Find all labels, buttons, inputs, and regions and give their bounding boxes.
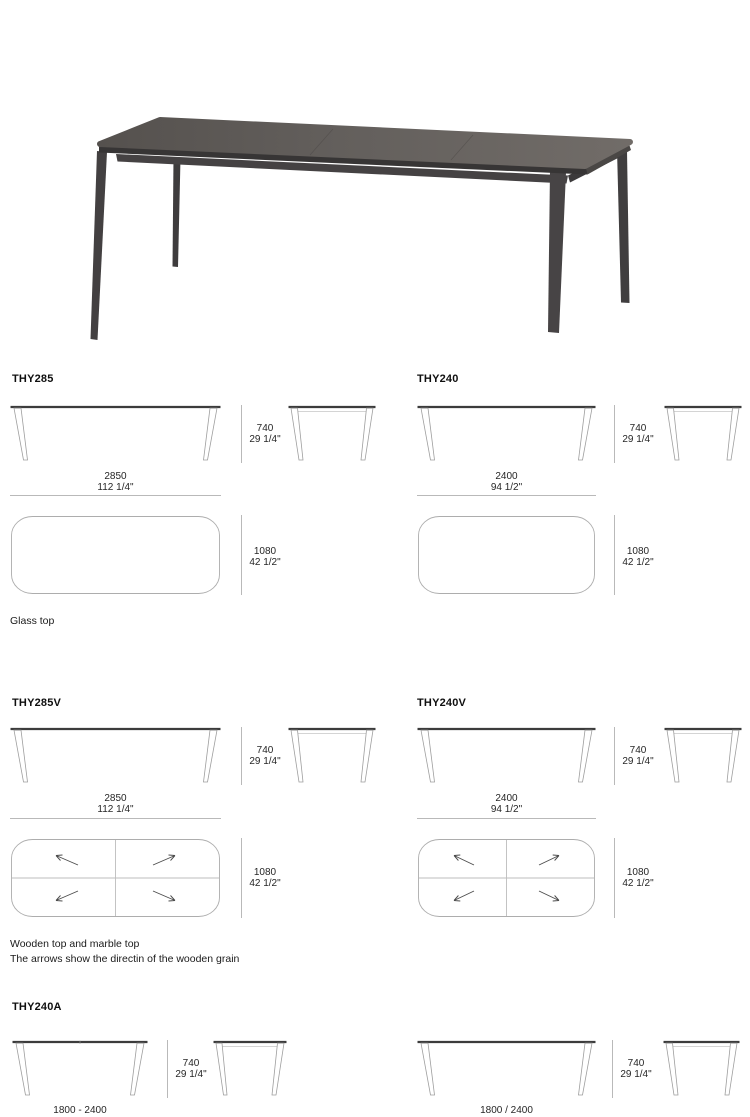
grain-arrow-icon — [153, 855, 175, 865]
grain-arrow-icon — [56, 891, 78, 901]
height-dim-thy285 — [243, 424, 287, 445]
depth-dim-thy240v — [616, 868, 660, 889]
dim-mm: 740 — [182, 1058, 200, 1069]
depth-dim-thy240 — [616, 547, 660, 568]
width-dim-line-thy285 — [10, 495, 221, 496]
height-dim-line-thy240a-extended — [612, 1040, 613, 1098]
dim-mm: 740 — [256, 745, 274, 756]
dim-in: 29 1/4" — [622, 755, 654, 767]
table-leg — [617, 150, 630, 304]
dim-in: 112 1/4" — [97, 803, 134, 815]
dim-mm: 2850 — [104, 471, 127, 482]
depth-dim-thy285v — [243, 868, 287, 889]
height-dim-line-thy240 — [614, 405, 615, 463]
model-label-thy240a: THY240A — [12, 1001, 62, 1013]
dim-mm: 740 — [629, 423, 647, 434]
dim-mm: 1080 — [626, 867, 650, 878]
grain-arrow-icon — [454, 855, 474, 865]
width-dim-line-thy240v — [417, 818, 596, 819]
side-view-thy240a — [213, 1040, 287, 1098]
side-view-thy240v — [664, 727, 742, 785]
dim-in: 29 1/4" — [622, 433, 654, 445]
depth-dim-line-thy240 — [614, 515, 615, 595]
front-view-thy240a-closed — [12, 1040, 148, 1098]
front-view-thy240a-extended — [417, 1040, 596, 1098]
model-label-thy240v: THY240V — [417, 697, 467, 709]
depth-dim-thy285 — [243, 547, 287, 568]
side-view-thy285v — [288, 727, 376, 785]
dim-mm: 2850 — [104, 793, 127, 804]
product-photo — [70, 105, 650, 350]
dim-in: 42 1/2" — [249, 556, 281, 568]
table-leg — [173, 158, 181, 268]
height-dim-thy240v — [616, 746, 660, 767]
dim-mm: 1800 / 2400 — [480, 1105, 533, 1116]
height-dim-line-thy240v — [614, 727, 615, 785]
width-dim-line-thy240 — [417, 495, 596, 496]
caption-wooden-top: Wooden top and marble top — [10, 938, 140, 950]
width-dim-thy240 — [417, 472, 596, 493]
dim-mm: 1800 - 2400 — [53, 1105, 107, 1116]
grain-arrow-icon — [539, 891, 559, 901]
table-leg — [548, 170, 566, 333]
dim-in: 112 1/4" — [97, 481, 134, 493]
dim-mm: 1080 — [253, 867, 277, 878]
front-view-thy240v — [417, 727, 596, 785]
side-view-thy285 — [288, 405, 376, 463]
dim-in: 29 1/4" — [620, 1068, 652, 1080]
depth-dim-line-thy240v — [614, 838, 615, 918]
dim-in: 29 1/4" — [249, 755, 281, 767]
dim-mm: 2400 — [495, 793, 518, 804]
top-view-thy240 — [417, 515, 596, 595]
caption-grain-note: The arrows show the directin of the wooden grain — [10, 953, 240, 965]
side-view-thy240 — [664, 405, 742, 463]
dim-in: 94 1/2" — [490, 803, 523, 815]
dim-mm: 2400 — [495, 471, 518, 482]
width-dim-thy240a-extended — [417, 1106, 596, 1117]
grain-arrow-icon — [539, 855, 559, 865]
front-view-thy285v — [10, 727, 221, 785]
height-dim-line-thy285 — [241, 405, 242, 463]
width-dim-thy240a-closed — [12, 1106, 148, 1117]
grain-arrow-icon — [56, 855, 78, 865]
depth-dim-line-thy285 — [241, 515, 242, 595]
depth-dim-line-thy285v — [241, 838, 242, 918]
dim-in: 29 1/4" — [249, 433, 281, 445]
dim-mm: 1080 — [626, 546, 650, 557]
dim-in: 42 1/2" — [249, 877, 281, 889]
height-dim-thy240a-extended — [614, 1059, 658, 1080]
front-view-thy285 — [10, 405, 221, 463]
model-label-thy285v: THY285V — [12, 697, 62, 709]
dim-mm: 740 — [629, 745, 647, 756]
height-dim-thy240a — [169, 1059, 213, 1080]
dim-mm: 740 — [627, 1058, 645, 1069]
dim-in: 94 1/2" — [490, 481, 523, 493]
dim-mm: 1080 — [253, 546, 277, 557]
grain-arrow-icon — [153, 891, 175, 901]
height-dim-line-thy240a — [167, 1040, 168, 1098]
top-view-thy285v — [10, 838, 221, 918]
height-dim-line-thy285v — [241, 727, 242, 785]
width-dim-thy240v — [417, 794, 596, 815]
caption-glass-top: Glass top — [10, 615, 55, 627]
dim-in: 29 1/4" — [175, 1068, 207, 1080]
height-dim-thy240 — [616, 424, 660, 445]
width-dim-thy285v — [10, 794, 221, 815]
dim-in: 42 1/2" — [622, 877, 654, 889]
top-view-thy240v — [417, 838, 596, 918]
width-dim-line-thy285v — [10, 818, 221, 819]
top-view-thy285 — [10, 515, 221, 595]
dim-mm: 740 — [256, 423, 274, 434]
dim-in: 42 1/2" — [622, 556, 654, 568]
front-view-thy240 — [417, 405, 596, 463]
width-dim-thy285 — [10, 472, 221, 493]
table-leg — [91, 151, 108, 340]
grain-arrow-icon — [454, 891, 474, 901]
height-dim-thy285v — [243, 746, 287, 767]
side-view-thy240a-extended — [663, 1040, 740, 1098]
model-label-thy285: THY285 — [12, 373, 54, 385]
model-label-thy240: THY240 — [417, 373, 459, 385]
